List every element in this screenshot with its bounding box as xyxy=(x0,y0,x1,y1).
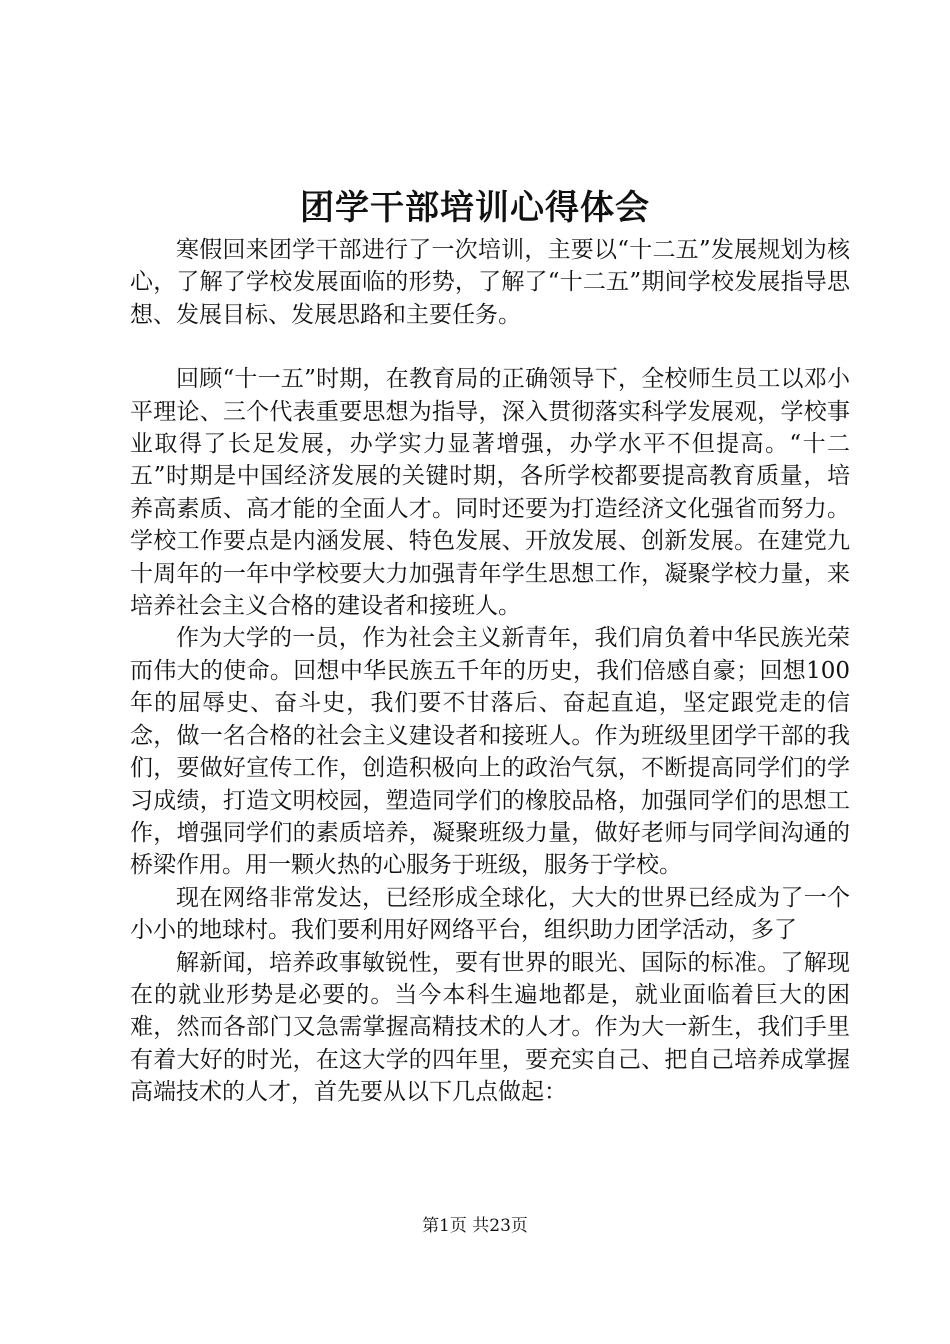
paragraph-5: 解新闻，培养政事敏锐性，要有世界的眼光、国际的标准。了解现在的就业形势是必要的。当今本科生遍地都是，就业面临着巨大的困难，然而各部门又急需掌握高精技术的人才。作为大一新生，我们手里有着大好的时光，在这大学的四年里，要充实自己、把自己培养成掌握高端技术的人才，首先要从以下几点做起： xyxy=(130,949,850,1106)
paragraph-1: 寒假回来团学干部进行了一次培训，主要以“十二五”发展规划为核心，了解了学校发展面临的形势，了解了“十二五”期间学校发展指导思想、发展目标、发展思路和主要任务。 xyxy=(130,237,850,328)
paragraph-2: 回顾“十一五”时期，在教育局的正确领导下，全校师生员工以邓小平理论、三个代表重要思想为指导，深入贯彻落实科学发展观，学校事业取得了长足发展，办学实力显著增强，办学水平不但提高。“十二五”时期是中国经济发展的关键时期，各所学校都要提高教育质量，培养高素质、高才能的全面人才。同时还要为打造经济文化强省而努力。学校工作要点是内涵发展、特色发展、开放发展、创新发展。在建党九十周年的一年中学校要大力加强青年学生思想工作，凝聚学校力量，来培养社会主义合格的建设者和接班人。 xyxy=(130,366,850,620)
document-title: 团学干部培训心得体会 xyxy=(300,188,650,228)
paragraph-3: 作为大学的一员，作为社会主义新青年，我们肩负着中华民族光荣而伟大的使命。回想中华民族五千年的历史，我们倍感自豪；回想100年的屈辱史、奋斗史，我们要不甘落后、奋起直追，坚定跟党走的信念，做一名合格的社会主义建设者和接班人。作为班级里团学干部的我们，要做好宣传工作，创造积极向上的政治气氛，不断提高同学们的学习成绩，打造文明校园，塑造同学们的橡胶品格，加强同学们的思想工作，增强同学们的素质培养，凝聚班级力量，做好老师与同学间沟通的桥梁作用。用一颗火热的心服务于班级，服务于学校。 xyxy=(130,625,850,879)
page-number-footer: 第1页 共23页 xyxy=(422,1216,528,1236)
document-body xyxy=(130,234,850,1109)
paragraph-4: 现在网络非常发达，已经形成全球化，大大的世界已经成为了一个小小的地球村。我们要利用好网络平台，组织助力团学活动，多了 xyxy=(130,884,850,944)
paragraph-spacer xyxy=(130,331,850,363)
